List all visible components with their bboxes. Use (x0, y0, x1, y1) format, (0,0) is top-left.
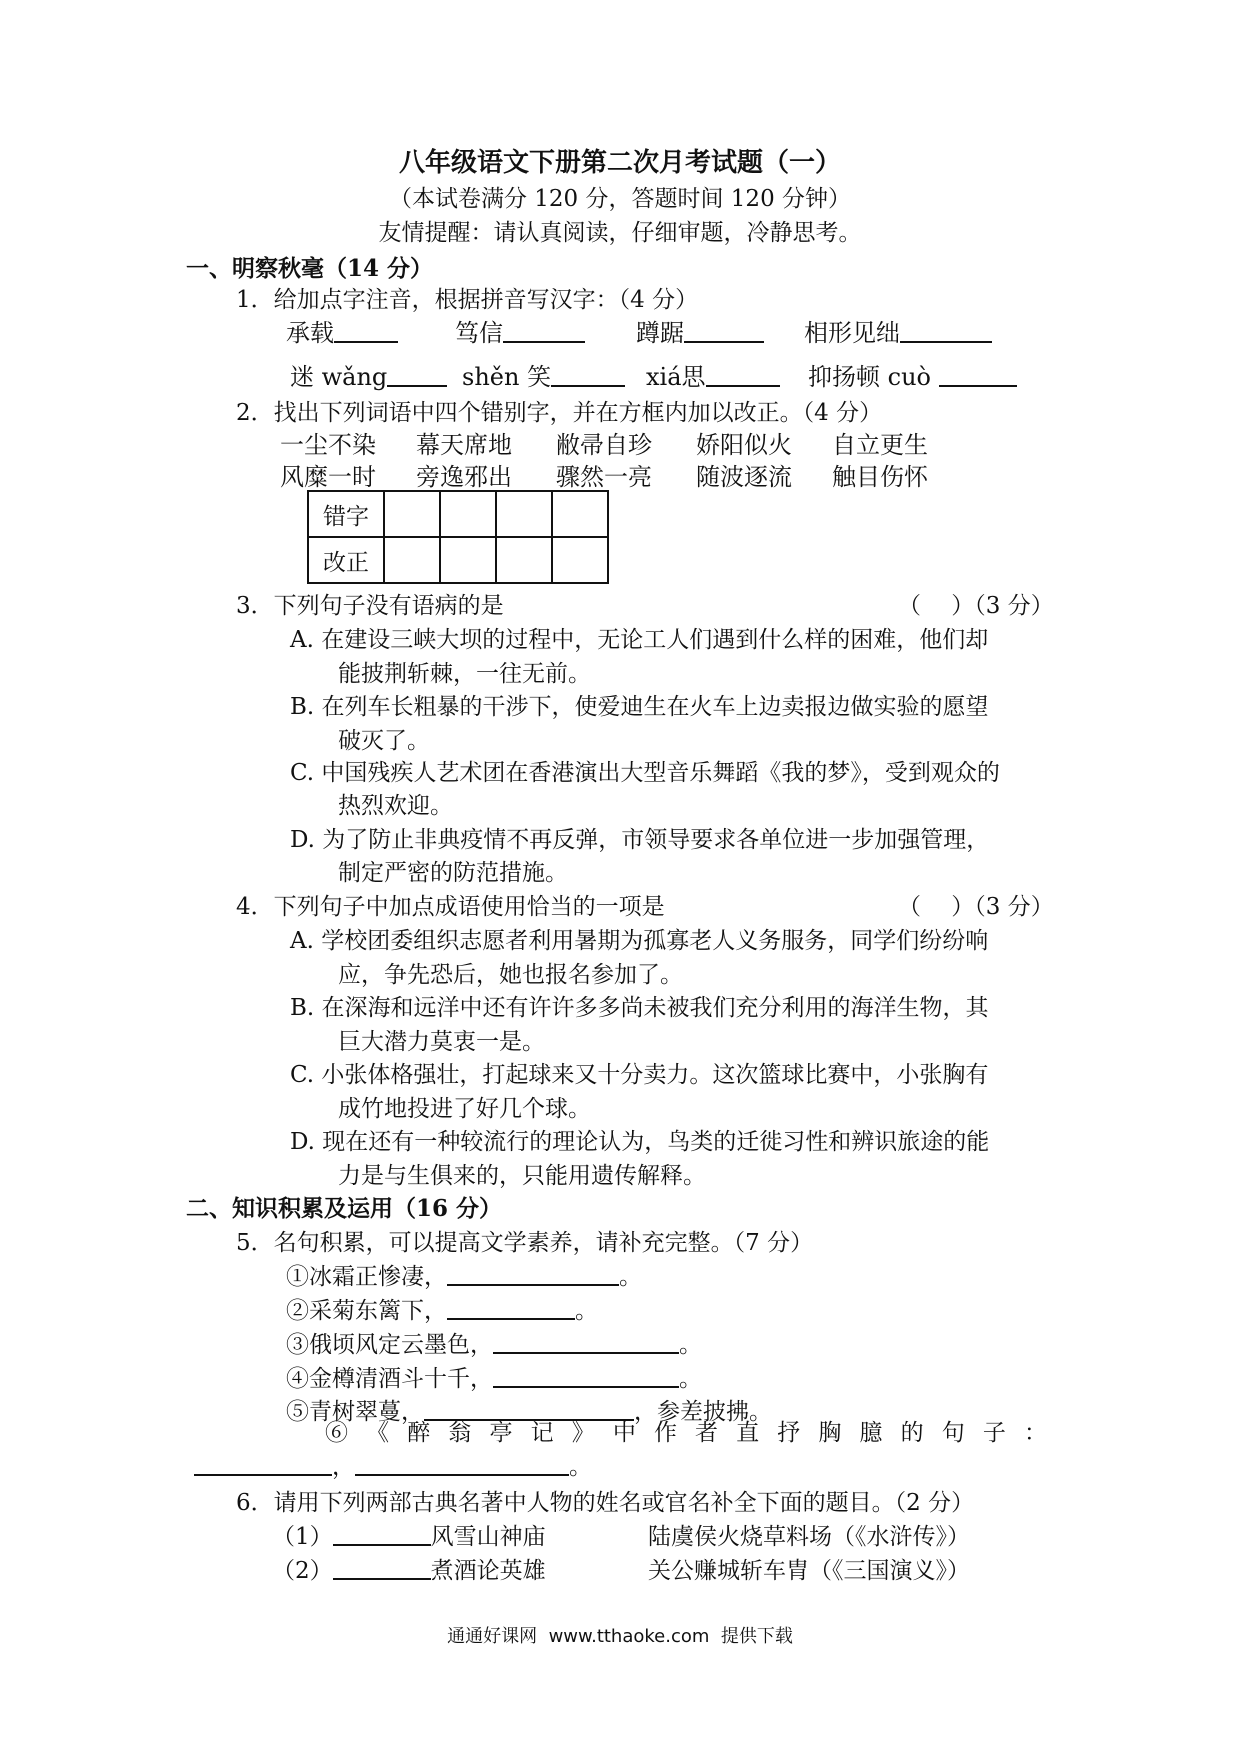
section-1-heading: 一、明察秋毫（14 分） (186, 255, 434, 282)
correction-cell[interactable] (552, 537, 608, 583)
q2-word: 幕天席地 (416, 431, 512, 459)
correction-cell[interactable] (384, 491, 440, 537)
q2-word: 风糜一时 (280, 463, 376, 491)
correction-cell[interactable] (496, 537, 552, 583)
q5-item: ①冰霜正惨凄， 。 (286, 1264, 642, 1290)
q1-word: 承载 (286, 318, 398, 348)
q4-option: A. 学校团委组织志愿者利用暑期为孤寡老人义务服务，同学们纷纷响 (290, 928, 989, 954)
q1-word: 笃信 (455, 318, 585, 348)
q1-word: shěn 笑 (462, 362, 625, 392)
q1-word: 相形见绌 (804, 318, 992, 348)
q5-item: ④金樽清酒斗十千， 。 (286, 1366, 702, 1392)
q4-option: D. 现在还有一种较流行的理论认为，鸟类的迁徙习性和辨识旅途的能 (290, 1129, 990, 1155)
q2-prompt: 2．找出下列词语中四个错别字，并在方框内加以改正。（4 分） (236, 400, 883, 426)
reminder: 友情提醒：请认真阅读，仔细审题，冷静思考。 (378, 220, 862, 246)
q6-item: （1） 风雪山神庙 (272, 1524, 546, 1550)
correction-cell[interactable] (384, 537, 440, 583)
q1-prompt: 1．给加点字注音，根据拼音写汉字：（4 分） (236, 287, 699, 313)
footer-credit: 通通好课网 www.tthaoke.com 提供下载 (447, 1626, 793, 1647)
q3-option: A. 在建设三峡大坝的过程中，无论工人们遇到什么样的困难，他们却 (290, 627, 989, 653)
correction-cell[interactable] (440, 491, 496, 537)
section-2-heading: 二、知识积累及运用（16 分） (186, 1195, 503, 1222)
q5-item-6-answer: ， 。 (194, 1452, 592, 1482)
correction-table-label: 改正 (308, 537, 384, 583)
q5-item: ③俄顷风定云墨色， 。 (286, 1332, 702, 1358)
q4-option-cont: 巨大潜力莫衷一是。 (338, 1029, 545, 1055)
q2-word: 旁逸邪出 (416, 463, 512, 491)
q6-item: （2） 煮酒论英雄 (272, 1558, 546, 1584)
q3-option-cont: 热烈欢迎。 (338, 793, 453, 819)
q4-option: C. 小张体格强壮，打起球来又十分卖力。这次篮球比赛中，小张胸有 (290, 1062, 989, 1088)
q2-word: 随波逐流 (696, 463, 792, 491)
q4-prompt: 4．下列句子中加点成语使用恰当的一项是 (236, 894, 665, 920)
q5-item: ②采菊东篱下， 。 (286, 1298, 598, 1324)
q4-option-cont: 应，争先恐后，她也报名参加了。 (338, 962, 683, 988)
q1-word: 蹲踞 (636, 318, 764, 348)
q1-word: 抑扬顿 cuò (808, 362, 1017, 392)
q3-option: B. 在列车长粗暴的干涉下，使爱迪生在火车上边卖报边做实验的愿望 (290, 694, 989, 720)
correction-cell[interactable] (496, 491, 552, 537)
q3-prompt: 3．下列句子没有语病的是 (236, 593, 504, 619)
q4-option-cont: 力是与生俱来的，只能用遗传解释。 (338, 1163, 706, 1189)
correction-cell[interactable] (552, 491, 608, 537)
q2-word: 骤然一亮 (556, 463, 652, 491)
q3-option-cont: 破灭了。 (338, 728, 430, 754)
correction-table-label: 错字 (308, 491, 384, 537)
q6-item-right: 陆虞侯火烧草料场（《水浒传》） (648, 1524, 970, 1550)
q3-option-cont: 制定严密的防范措施。 (338, 860, 568, 886)
q4-option: B. 在深海和远洋中还有许许多多尚未被我们充分利用的海洋生物，其 (290, 995, 989, 1021)
q2-word: 一尘不染 (280, 431, 376, 459)
q6-prompt: 6．请用下列两部古典名著中人物的姓名或官名补全下面的题目。（2 分） (236, 1490, 975, 1516)
q3-option-cont: 能披荆斩棘，一往无前。 (338, 661, 591, 687)
q3-option: D. 为了防止非典疫情不再反弹，市领导要求各单位进一步加强管理， (290, 827, 990, 853)
q3-score: （ ）（3 分） (898, 593, 1054, 619)
q1-word: 迷 wǎng (290, 362, 447, 392)
q3-option: C. 中国残疾人艺术团在香港演出大型音乐舞蹈《我的梦》，受到观众的 (290, 760, 1000, 786)
q2-word: 触目伤怀 (832, 463, 928, 491)
q5-item-6: ⑥《醉翁亭记》中作者直抒胸臆的句子： (325, 1420, 1047, 1446)
q4-score: （ ）（3 分） (898, 894, 1054, 920)
q2-word: 娇阳似火 (696, 431, 792, 459)
page-title: 八年级语文下册第二次月考试题（一） (398, 148, 841, 178)
correction-cell[interactable] (440, 537, 496, 583)
q5-item: ⑤青树翠蔓， ，参差披拂。 (286, 1399, 772, 1425)
q2-word: 敝帚自珍 (556, 431, 652, 459)
correction-table (307, 490, 609, 584)
exam-info: （本试卷满分 120 分，答题时间 120 分钟） (388, 186, 852, 212)
q5-prompt: 5．名句积累，可以提高文学素养，请补充完整。（7 分） (236, 1230, 814, 1256)
q1-word: xiá思 (646, 362, 780, 392)
q6-item-right: 关公赚城斩车胄（《三国演义》） (648, 1558, 970, 1584)
q2-word: 自立更生 (832, 431, 928, 459)
q4-option-cont: 成竹地投进了好几个球。 (338, 1096, 591, 1122)
